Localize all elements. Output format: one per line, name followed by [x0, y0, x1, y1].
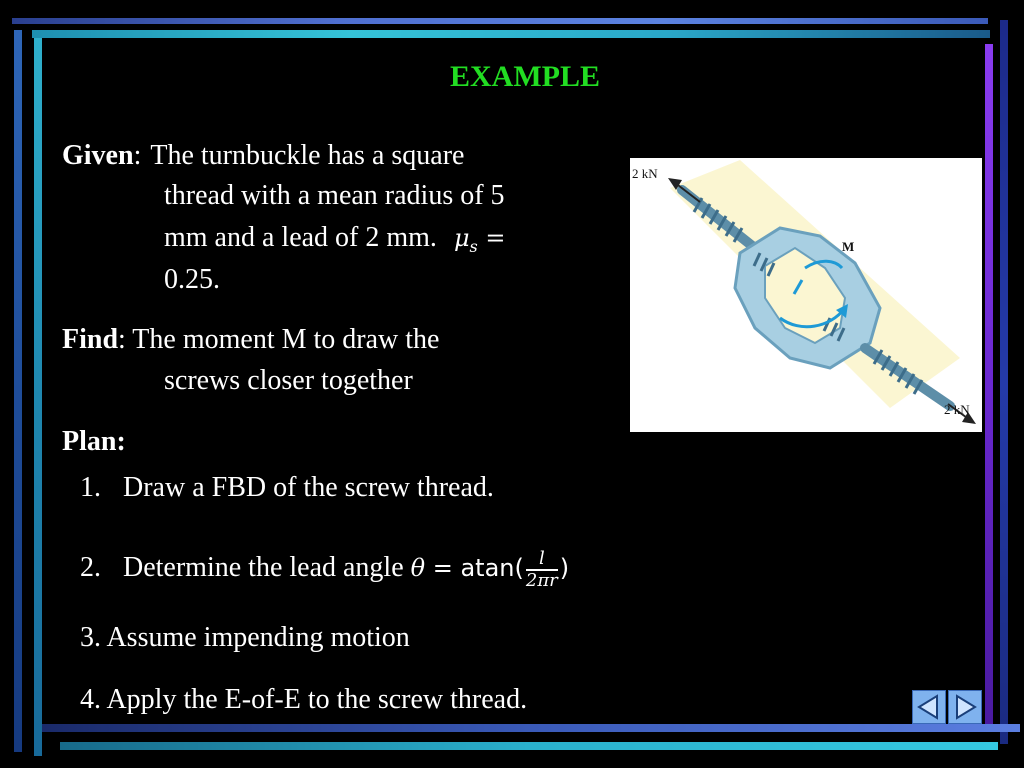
given-label: Given [62, 140, 134, 171]
frame-bar-top-inner [32, 30, 990, 38]
given-line-1: Given: The turnbuckle has a square [62, 140, 465, 171]
figure-force-label-top: 2 kN [632, 166, 658, 181]
triangle-left-icon [913, 691, 945, 723]
next-slide-button[interactable] [948, 690, 982, 724]
plan-step-3: 3. Assume impending motion [80, 622, 410, 653]
plan-step-4: 4. Apply the E-of-E to the screw thread. [80, 684, 528, 715]
figure-moment-label: M [842, 239, 855, 254]
given-text-1: The turnbuckle has a square [150, 140, 465, 171]
find-text-1: : The moment M to draw the [118, 324, 440, 355]
turnbuckle-figure [630, 158, 982, 432]
given-text-3: mm and a lead of 2 mm. [164, 222, 437, 253]
triangle-right-icon [949, 691, 981, 723]
plan-step-2: 2. Determine the lead angle θ = atan( $\frac{l}{2\pi r}$ ) [80, 547, 570, 591]
find-text-2: screws closer together [164, 365, 413, 396]
theta-symbol: θ [410, 554, 426, 582]
find-line-1 [62, 320, 439, 360]
frame-bar-right-outer [1000, 20, 1008, 744]
frame-bar-right-inner [985, 44, 993, 724]
turnbuckle-illustration [630, 158, 982, 432]
previous-slide-button[interactable] [912, 690, 946, 724]
frame-bar-top-outer [12, 18, 988, 24]
frame-bar-bottom-outer [60, 742, 998, 750]
figure-force-label-bottom: 2 kN [944, 402, 970, 417]
slide-title: EXAMPLE [450, 60, 600, 93]
find-label: Find [62, 324, 119, 355]
frame-bar-bottom-inner [42, 724, 1020, 732]
plan-step-1: 1. Draw a FBD of the screw thread. [80, 472, 494, 503]
lead-angle-fraction: $\frac{l}{2\pi r}$ [525, 547, 558, 591]
mu-symbol: $\mu_s$ [453, 224, 478, 256]
given-line-3: mm and a lead of 2 mm. $\mu_s$ = [164, 222, 506, 256]
frame-bar-left-inner [34, 38, 42, 756]
frame-bar-left-outer [14, 30, 22, 752]
given-text-2: thread with a mean radius of 5 [164, 180, 505, 211]
plan-label: Plan: [62, 426, 126, 457]
given-text-4: 0.25. [164, 264, 220, 295]
